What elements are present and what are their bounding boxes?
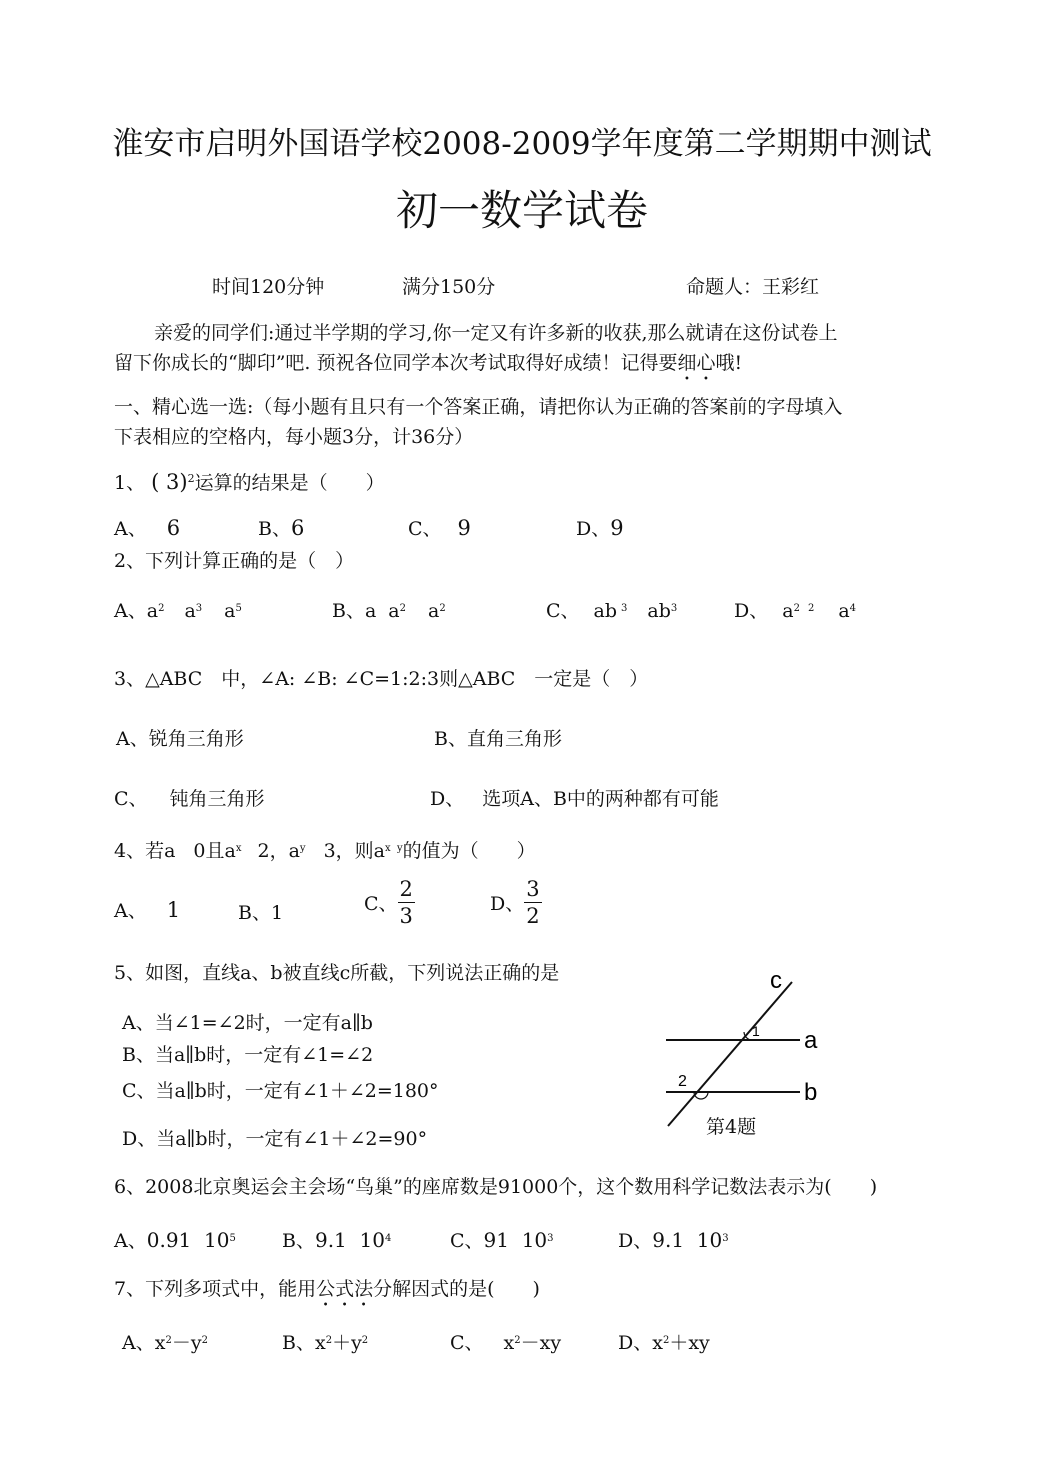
q1-option-b bbox=[258, 514, 304, 541]
question-1-text: 运算的结果是（ ） bbox=[194, 472, 385, 494]
q7-a-exp-1: 2 bbox=[165, 1335, 172, 1346]
label-angle-2: 2 bbox=[678, 1073, 687, 1090]
q1-option-b-label: B、 bbox=[258, 518, 291, 540]
q2-b-exp-3: 2 bbox=[439, 603, 446, 614]
q7-d-term-1: x bbox=[652, 1332, 663, 1354]
parallel-lines-figure bbox=[660, 968, 830, 1128]
q3-option-d bbox=[430, 784, 719, 811]
q2-option-b-label: B、 bbox=[332, 600, 365, 622]
q3-option-c-label: C、 bbox=[114, 788, 148, 810]
question-1-exponent: 2 bbox=[187, 472, 195, 485]
q6-option-c-value: 91 10 bbox=[483, 1228, 548, 1252]
q6-option-a-exp: 5 bbox=[229, 1233, 236, 1244]
q7-b-exp-1: 2 bbox=[325, 1335, 333, 1346]
q6-option-d-exp: 3 bbox=[722, 1233, 729, 1244]
q4-option-c bbox=[364, 878, 415, 927]
q4-text-5: 的值为（ ） bbox=[402, 840, 536, 862]
q2-a-exp-3: 5 bbox=[235, 603, 242, 614]
q1-option-d bbox=[576, 514, 624, 541]
q2-d-term-2: a bbox=[838, 600, 850, 622]
q2-option-b bbox=[332, 596, 446, 623]
q7-b-term-2: ＋y bbox=[332, 1332, 362, 1354]
q7-option-d-label: D、 bbox=[618, 1332, 653, 1354]
q2-a-term-2: a bbox=[184, 600, 196, 622]
q2-a-term-1: a bbox=[146, 600, 159, 622]
q5-option-a: A、当∠1=∠2时，一定有a∥b bbox=[122, 1012, 373, 1034]
q2-a-exp-1: 2 bbox=[158, 603, 165, 614]
q7-option-a-label: A、 bbox=[122, 1332, 155, 1354]
q2-a-exp-2: 3 bbox=[195, 603, 203, 614]
q7-option-c bbox=[450, 1328, 561, 1355]
q7-c-exp-1: 2 bbox=[514, 1335, 521, 1346]
label-a: a bbox=[804, 1027, 818, 1054]
q2-c-exp-1: 3 bbox=[621, 603, 628, 614]
section-1-instructions-1: 一、精心选一选:（每小题有且只有一个答案正确，请把你认为正确的答案前的字母填入 bbox=[114, 396, 843, 418]
q7-c-term-2: －xy bbox=[520, 1332, 562, 1354]
q3-option-d-text: 选项A、B中的两种都有可能 bbox=[482, 788, 719, 810]
q6-option-a bbox=[114, 1226, 236, 1253]
q1-option-c bbox=[408, 514, 471, 541]
question-2: 2、下列计算正确的是（ ） bbox=[114, 550, 355, 572]
q6-option-b bbox=[282, 1226, 391, 1253]
q4-option-d-label: D、 bbox=[490, 893, 525, 916]
q7-a-exp-2: 2 bbox=[201, 1335, 208, 1346]
question-1-expression: ( 3) bbox=[151, 470, 188, 494]
q7-b-term-1: x bbox=[314, 1332, 326, 1354]
intro-line-2 bbox=[114, 348, 742, 385]
q2-d-exp-outer: 2 bbox=[807, 603, 815, 614]
intro-line-1: 亲爱的同学们:通过半学期的学习,你一定又有许多新的收获,那么就请在这份试卷上 bbox=[154, 322, 838, 344]
question-7 bbox=[114, 1274, 540, 1311]
section-1-instructions-2: 下表相应的空格内，每小题3分，计36分） bbox=[114, 426, 474, 448]
q7-c-term-1: x bbox=[503, 1332, 515, 1354]
q4-text-2: 0且a bbox=[193, 840, 236, 862]
label-angle-1: 1 bbox=[752, 1023, 760, 1039]
q4-exp-x: x bbox=[235, 843, 242, 854]
q2-b-exp-2: 2 bbox=[399, 603, 406, 614]
q2-c-term-1: ab bbox=[593, 600, 618, 622]
q7-option-a bbox=[122, 1328, 208, 1355]
q2-b-term-2: a bbox=[388, 600, 400, 622]
question-1-number: 1、 bbox=[114, 472, 146, 494]
exam-full-score: 满分150分 bbox=[402, 276, 496, 298]
intro-line-2-b: 哦! bbox=[715, 352, 743, 374]
q7-option-c-label: C、 bbox=[450, 1332, 484, 1354]
q2-b-term-3: a bbox=[428, 600, 440, 622]
q2-b-term-1: a bbox=[364, 600, 377, 622]
q2-c-exp-2: 3 bbox=[670, 603, 678, 614]
q4-c-numerator: 2 bbox=[398, 878, 415, 903]
q5-option-b: B、当a∥b时，一定有∠1=∠2 bbox=[122, 1044, 374, 1066]
q4-d-numerator: 3 bbox=[524, 878, 541, 903]
exam-subject-title: 初一数学试卷 bbox=[395, 186, 648, 235]
q7-text-b: 分解因式的是( ) bbox=[373, 1278, 540, 1300]
q1-option-a-value: 6 bbox=[166, 516, 181, 540]
exam-author: 命题人：王彩红 bbox=[686, 276, 820, 298]
question-1 bbox=[114, 468, 385, 495]
q6-option-b-value: 9.1 10 bbox=[314, 1228, 385, 1252]
question-3: 3、△ABC 中，∠A: ∠B: ∠C=1:2:3则△ABC 一定是（ ） bbox=[114, 668, 649, 690]
q4-c-denominator: 3 bbox=[399, 904, 413, 929]
q1-option-a bbox=[114, 514, 180, 541]
q2-option-a-label: A、 bbox=[114, 600, 147, 622]
q2-d-term-1: a bbox=[782, 600, 794, 622]
q6-option-b-exp: 4 bbox=[384, 1233, 392, 1244]
line-c bbox=[668, 982, 792, 1126]
q6-option-d bbox=[618, 1226, 729, 1253]
intro-line-2-a: 留下你成长的“脚印”吧. 预祝各位同学本次考试取得好成绩！记得要 bbox=[114, 352, 678, 374]
q4-option-a bbox=[114, 896, 180, 923]
q7-b-exp-2: 2 bbox=[361, 1335, 369, 1346]
q7-option-b-label: B、 bbox=[282, 1332, 315, 1354]
q1-option-d-value: 9 bbox=[610, 516, 624, 540]
q2-option-c bbox=[546, 596, 677, 623]
q6-option-b-label: B、 bbox=[282, 1230, 315, 1252]
q6-option-c-exp: 3 bbox=[547, 1233, 554, 1244]
q2-a-term-3: a bbox=[224, 600, 236, 622]
exam-school-title: 淮安市启明外国语学校2008-2009学年度第二学期期中测试 bbox=[112, 126, 932, 162]
q7-d-term-2: ＋xy bbox=[669, 1332, 710, 1354]
q6-option-a-value: 0.91 10 bbox=[146, 1228, 230, 1252]
q7-text-a: 7、下列多项式中，能用 bbox=[114, 1278, 317, 1300]
q7-a-term-2: －y bbox=[171, 1332, 202, 1354]
q4-d-denominator: 2 bbox=[526, 904, 540, 929]
label-b: b bbox=[804, 1079, 818, 1106]
q6-option-c-label: C、 bbox=[450, 1230, 484, 1252]
q6-option-c bbox=[450, 1226, 554, 1253]
q4-exp-x-y: x y bbox=[384, 843, 403, 854]
q4-option-d-fraction bbox=[524, 878, 541, 927]
q1-option-c-value: 9 bbox=[457, 516, 471, 540]
q4-option-c-label: C、 bbox=[364, 893, 398, 916]
q1-option-c-label: C、 bbox=[408, 518, 442, 540]
figure-caption: 第4题 bbox=[706, 1116, 757, 1138]
q4-exp-y: y bbox=[299, 843, 306, 854]
q7-option-b bbox=[282, 1328, 368, 1355]
question-6: 6、2008北京奥运会主会场“鸟巢”的座席数是91000个，这个数用科学记数法表示为( ) bbox=[114, 1176, 878, 1198]
q7-emphasis: 公式法 bbox=[316, 1278, 374, 1300]
q7-option-d bbox=[618, 1328, 710, 1355]
label-c: c bbox=[770, 968, 782, 994]
exam-time: 时间120分钟 bbox=[212, 276, 325, 298]
q3-option-b: B、直角三角形 bbox=[434, 728, 562, 750]
q2-option-d bbox=[734, 596, 856, 623]
intro-emphasis: 细心 bbox=[677, 352, 716, 374]
q4-option-a-value: 1 bbox=[166, 898, 181, 922]
q2-c-term-2: ab bbox=[647, 600, 671, 622]
question-5: 5、如图，直线a、b被直线c所截，下列说法正确的是 bbox=[114, 962, 560, 984]
q2-option-d-label: D、 bbox=[734, 600, 769, 622]
q4-option-b: B、1 bbox=[238, 902, 284, 924]
q4-text-4: 3，则a bbox=[323, 840, 385, 862]
q1-option-d-label: D、 bbox=[576, 518, 611, 540]
q6-option-a-label: A、 bbox=[114, 1230, 147, 1252]
q5-option-c: C、当a∥b时，一定有∠1＋∠2=180° bbox=[122, 1080, 439, 1102]
q4-text-1: 4、若a bbox=[114, 840, 176, 862]
q6-option-d-label: D、 bbox=[618, 1230, 653, 1252]
q3-option-a: A、锐角三角形 bbox=[116, 728, 244, 750]
q2-d-exp-1: 2 bbox=[793, 603, 800, 614]
q3-option-c bbox=[114, 784, 265, 811]
question-4 bbox=[114, 836, 536, 863]
q4-text-3: 2，a bbox=[257, 840, 300, 862]
q1-option-b-value: 6 bbox=[290, 516, 305, 540]
q2-option-a bbox=[114, 596, 242, 623]
q5-option-d: D、当a∥b时，一定有∠1＋∠2=90° bbox=[122, 1128, 428, 1150]
q3-option-c-text: 钝角三角形 bbox=[169, 788, 265, 810]
q1-option-a-label: A、 bbox=[114, 518, 147, 540]
q7-d-exp-1: 2 bbox=[662, 1335, 670, 1346]
q4-option-a-label: A、 bbox=[114, 900, 147, 922]
q4-option-c-fraction bbox=[398, 878, 415, 927]
q4-option-d bbox=[490, 878, 542, 927]
q6-option-d-value: 9.1 10 bbox=[652, 1228, 723, 1252]
q2-option-c-label: C、 bbox=[546, 600, 580, 622]
q2-d-exp-2: 4 bbox=[849, 603, 857, 614]
q7-a-term-1: x bbox=[154, 1332, 166, 1354]
q3-option-d-label: D、 bbox=[430, 788, 465, 810]
